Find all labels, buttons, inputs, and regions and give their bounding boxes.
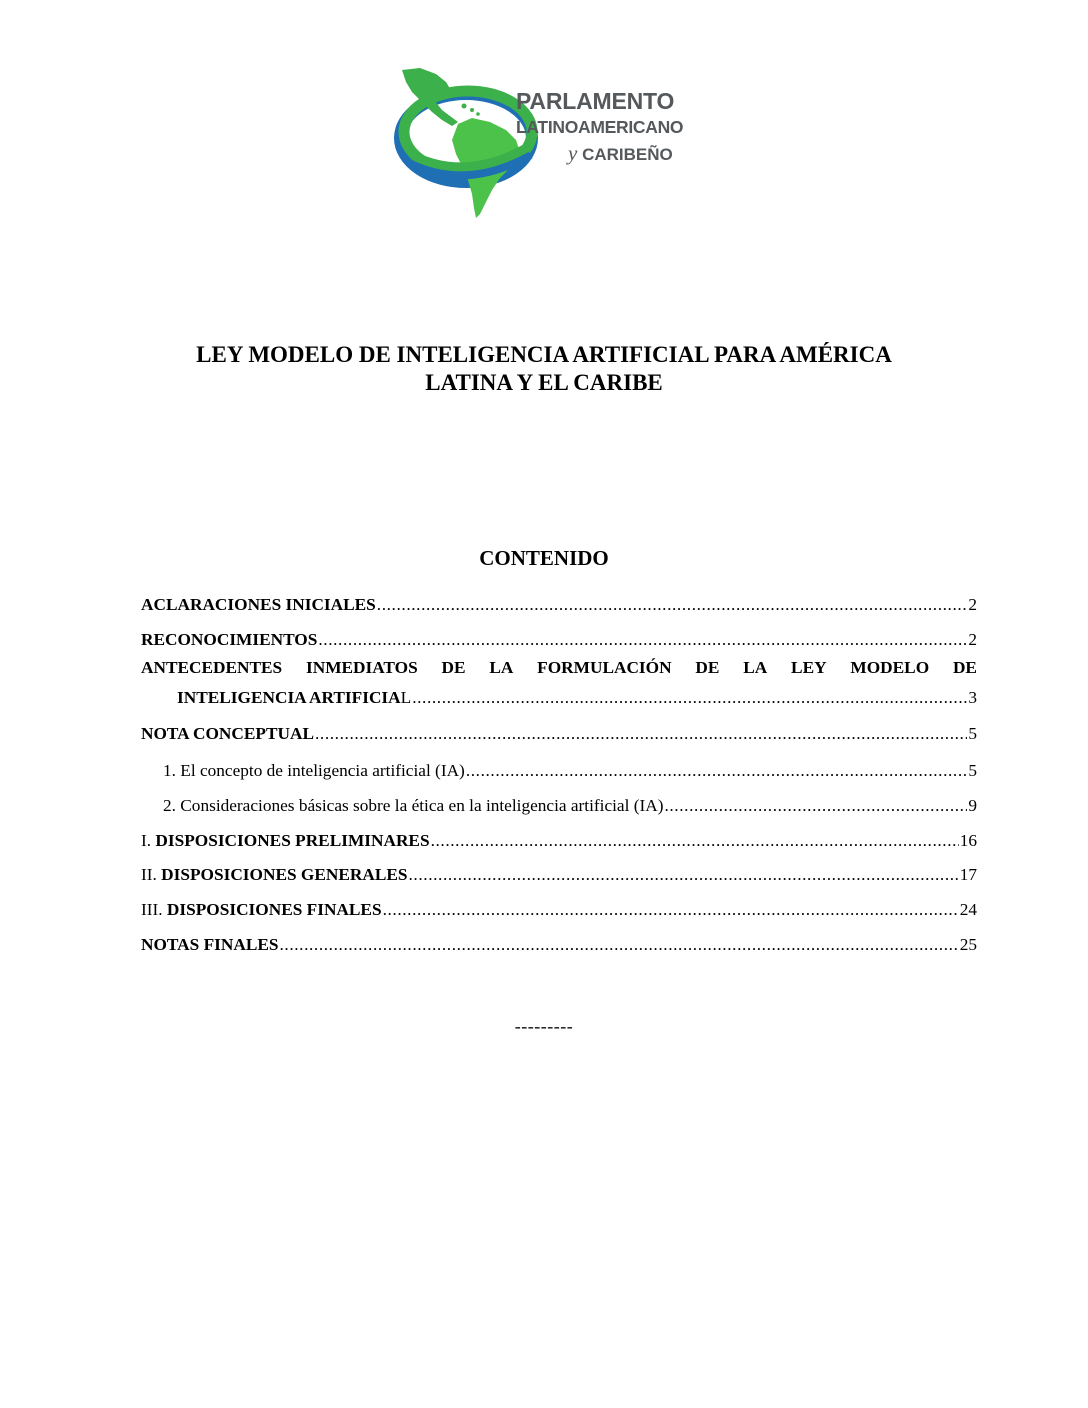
parlatino-logo — [392, 66, 702, 222]
toc-page-number: 3 — [968, 688, 977, 707]
logo-line-caribeno — [568, 140, 683, 165]
toc-entry-prefix: II. — [141, 865, 157, 884]
toc-entry-aclaraciones[interactable] — [141, 594, 977, 616]
toc-leader-dots — [377, 594, 968, 616]
toc-word: DE — [695, 658, 720, 677]
toc-word: ANTECEDENTES — [141, 658, 283, 677]
toc-word: FORMULACIÓN — [537, 658, 672, 677]
toc-page-number: 2 — [968, 595, 977, 614]
toc-entry-label: INTELIGENCIA ARTIFICIA — [177, 688, 401, 707]
toc-page-number: 16 — [959, 831, 977, 850]
logo-line-latinoamericano: LATINOAMERICANO — [516, 117, 684, 137]
toc-entry-label: 2. Consideraciones básicas sobre la ética en la inteligencia artificial (IA) — [163, 796, 664, 815]
toc-leader-dots — [315, 723, 967, 745]
toc-word: LEY — [791, 658, 827, 677]
toc-page-number: 17 — [959, 865, 977, 884]
toc-entry-label: DISPOSICIONES PRELIMINARES — [155, 831, 430, 850]
toc-entry-notas-finales[interactable] — [141, 934, 977, 956]
toc-leader-dots — [318, 629, 967, 651]
toc-entry-label-line-1 — [141, 657, 977, 679]
toc-entry-disposiciones-finales[interactable] — [141, 899, 977, 921]
toc-word: LA — [743, 658, 768, 677]
toc-page-number: 9 — [968, 796, 977, 815]
toc-entry-disposiciones-generales[interactable] — [141, 864, 977, 886]
logo-y: y — [568, 140, 578, 165]
toc-word: MODELO — [850, 658, 930, 677]
toc-entry-label: 1. El concepto de inteligencia artificial (IA) — [163, 761, 465, 780]
toc-entry-label: RECONOCIMIENTOS — [141, 630, 318, 649]
toc-leader-dots — [431, 830, 959, 852]
toc-page-number: 25 — [959, 935, 977, 954]
toc-word: LA — [489, 658, 514, 677]
document-title-line-1: LEY MODELO DE INTELIGENCIA ARTIFICIAL PARA AMÉRICA — [196, 342, 892, 367]
toc-leader-dots — [409, 864, 959, 886]
toc-entry-antecedentes[interactable] — [141, 657, 977, 709]
toc-entry-etica-ia[interactable] — [163, 795, 977, 817]
toc-page-number: 24 — [959, 900, 977, 919]
toc-entry-label: ACLARACIONES INICIALES — [141, 595, 376, 614]
toc-entry-nota-conceptual[interactable] — [141, 723, 977, 745]
toc-leader-dots — [664, 795, 967, 817]
logo-caribeno-word: CARIBEÑO — [582, 144, 673, 164]
contents-heading: CONTENIDO — [479, 546, 609, 570]
logo-wordmark — [516, 90, 683, 164]
toc-entry-label: NOTAS FINALES — [141, 935, 279, 954]
toc-leader-dots — [383, 899, 959, 921]
toc-word: INMEDIATOS — [305, 658, 418, 677]
toc-entry-disposiciones-preliminares[interactable] — [141, 830, 977, 852]
toc-entry-label-line-2 — [177, 687, 977, 709]
toc-entry-label: DISPOSICIONES GENERALES — [161, 865, 408, 884]
toc-leader-dots — [466, 760, 968, 782]
toc-entry-label: NOTA CONCEPTUAL — [141, 724, 314, 743]
toc-entry-label: DISPOSICIONES FINALES — [166, 900, 382, 919]
section-separator: --------- — [514, 1016, 574, 1036]
toc-entry-prefix: I. — [141, 831, 152, 850]
toc-page-number: 5 — [968, 724, 977, 743]
toc-page-number: 5 — [968, 761, 977, 780]
toc-entry-reconocimientos[interactable] — [141, 629, 977, 651]
toc-page-number: 2 — [968, 630, 977, 649]
toc-leader-dots — [412, 687, 967, 709]
logo-line-parlamento: PARLAMENTO — [516, 88, 675, 114]
toc-word: DE — [441, 658, 466, 677]
toc-entry-concepto-ia[interactable] — [163, 760, 977, 782]
toc-leader-dots — [279, 934, 958, 956]
document-title-line-2: LATINA Y EL CARIBE — [425, 370, 663, 395]
toc-entry-label-tail: L — [400, 688, 412, 707]
document-title — [100, 341, 988, 397]
toc-entry-prefix: III. — [141, 900, 163, 919]
toc-word: DE — [952, 658, 977, 677]
